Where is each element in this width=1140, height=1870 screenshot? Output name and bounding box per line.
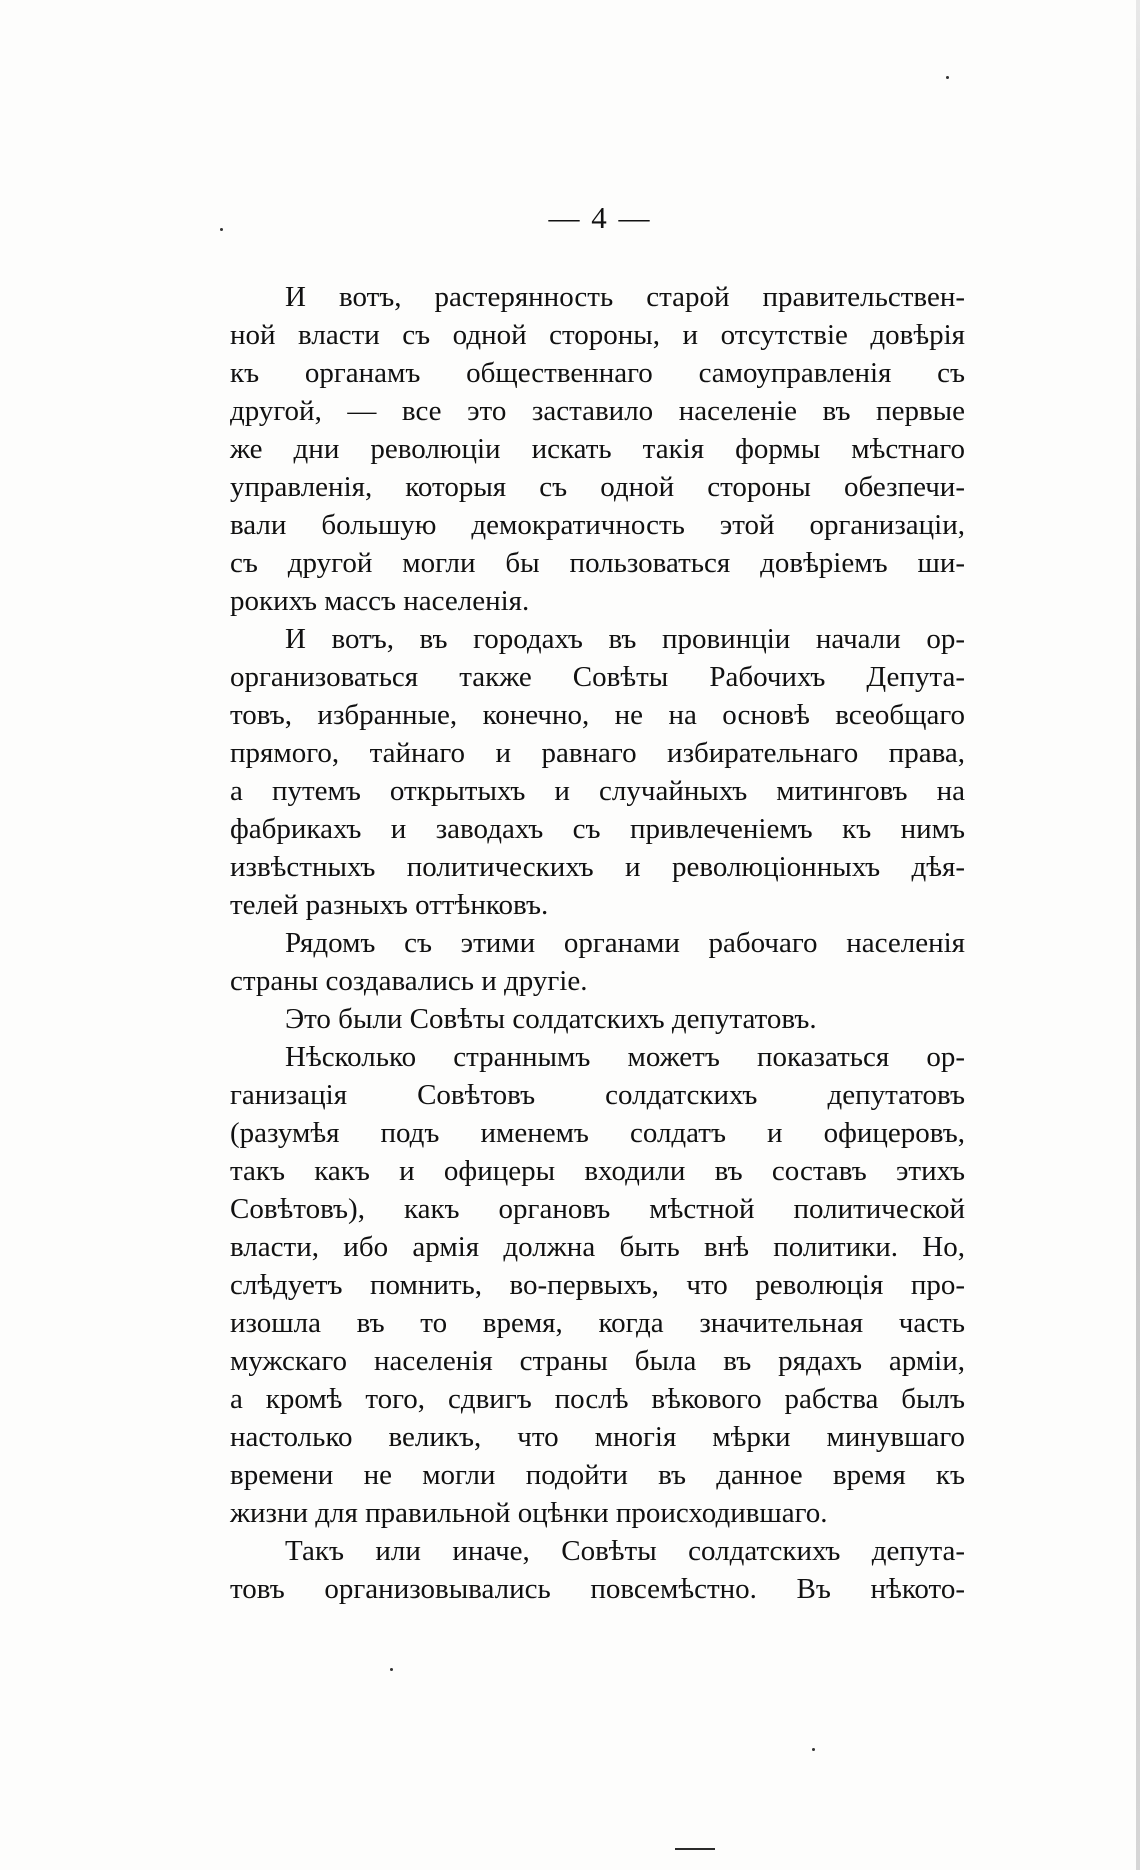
ink-speck — [946, 76, 949, 79]
text-line: товъ, избранные, конечно, не на основѣ всеобщаго — [230, 699, 965, 731]
ink-speck — [220, 228, 223, 231]
text-line: вали большую демократичность этой организаціи, — [230, 509, 965, 541]
text-line: а кромѣ того, сдвигъ послѣ вѣкового рабства былъ — [230, 1383, 965, 1415]
text-line: телей разныхъ оттѣнковъ. — [230, 889, 549, 921]
text-line: другой, — все это заставило населеніе въ первые — [230, 395, 965, 427]
text-line: извѣстныхъ политическихъ и революціонныхъ дѣя- — [230, 851, 965, 883]
scan-mark — [675, 1848, 715, 1850]
page-number: — 4 — — [548, 200, 652, 235]
text-line: И вотъ, въ городахъ въ провинціи начали ор- — [285, 623, 965, 655]
text-line: управленія, которыя съ одной стороны обезпечи- — [230, 471, 965, 503]
text-line: Такъ или иначе, Совѣты солдатскихъ депута- — [285, 1535, 965, 1567]
text-line: товъ организовывались повсемѣстно. Въ нѣкото- — [230, 1573, 965, 1605]
text-line: фабрикахъ и заводахъ съ привлеченіемъ къ нимъ — [230, 813, 965, 845]
paragraph — [230, 924, 965, 1000]
text-line: Совѣтовъ), какъ органовъ мѣстной политической — [230, 1193, 965, 1225]
text-line: ганизація Совѣтовъ солдатскихъ депутатовъ — [230, 1079, 965, 1111]
paragraph — [230, 278, 965, 620]
ink-speck — [390, 1668, 393, 1671]
text-line: организоваться также Совѣты Рабочихъ Депута- — [230, 661, 965, 693]
paragraph — [230, 1000, 965, 1038]
page-edge-shadow — [1136, 0, 1140, 1870]
text-line: жизни для правильной оцѣнки происходившаго. — [230, 1497, 828, 1529]
text-line: ной власти съ одной стороны, и отсутствіе довѣрія — [230, 319, 965, 351]
text-line: а путемъ открытыхъ и случайныхъ митинговъ на — [230, 775, 965, 807]
text-line: Нѣсколько страннымъ можетъ показаться ор- — [285, 1041, 965, 1073]
text-line: прямого, тайнаго и равнаго избирательнаго права, — [230, 737, 965, 769]
text-line: власти, ибо армія должна быть внѣ политики. Но, — [230, 1231, 965, 1263]
ink-speck — [812, 1748, 815, 1751]
text-line: страны создавались и другіе. — [230, 965, 588, 997]
text-line: мужскаго населенія страны была въ рядахъ арміи, — [230, 1345, 965, 1377]
text-line: съ другой могли бы пользоваться довѣріемъ ши- — [230, 547, 965, 579]
paragraph — [230, 1532, 965, 1608]
text-line: И вотъ, растерянность старой правительствен- — [285, 281, 965, 313]
paragraph — [230, 1038, 965, 1532]
text-line: настолько великъ, что многія мѣрки минувшаго — [230, 1421, 965, 1453]
text-line: Это были Совѣты солдатскихъ депутатовъ. — [285, 1003, 817, 1035]
paragraph — [230, 620, 965, 924]
text-line: времени не могли подойти въ данное время къ — [230, 1459, 965, 1491]
text-line: же дни революціи искать такія формы мѣстнаго — [230, 433, 965, 465]
text-line: такъ какъ и офицеры входили въ составъ этихъ — [230, 1155, 965, 1187]
text-line: рокихъ массъ населенія. — [230, 585, 530, 617]
text-line: изошла въ то время, когда значительная часть — [230, 1307, 965, 1339]
text-line: слѣдуетъ помнить, во-первыхъ, что революція про- — [230, 1269, 965, 1301]
text-line: къ органамъ общественнаго самоуправленія съ — [230, 357, 965, 389]
text-line: (разумѣя подъ именемъ солдатъ и офицеровъ, — [230, 1117, 965, 1149]
body-text — [230, 278, 965, 1608]
text-line: Рядомъ съ этими органами рабочаго населенія — [285, 927, 965, 959]
